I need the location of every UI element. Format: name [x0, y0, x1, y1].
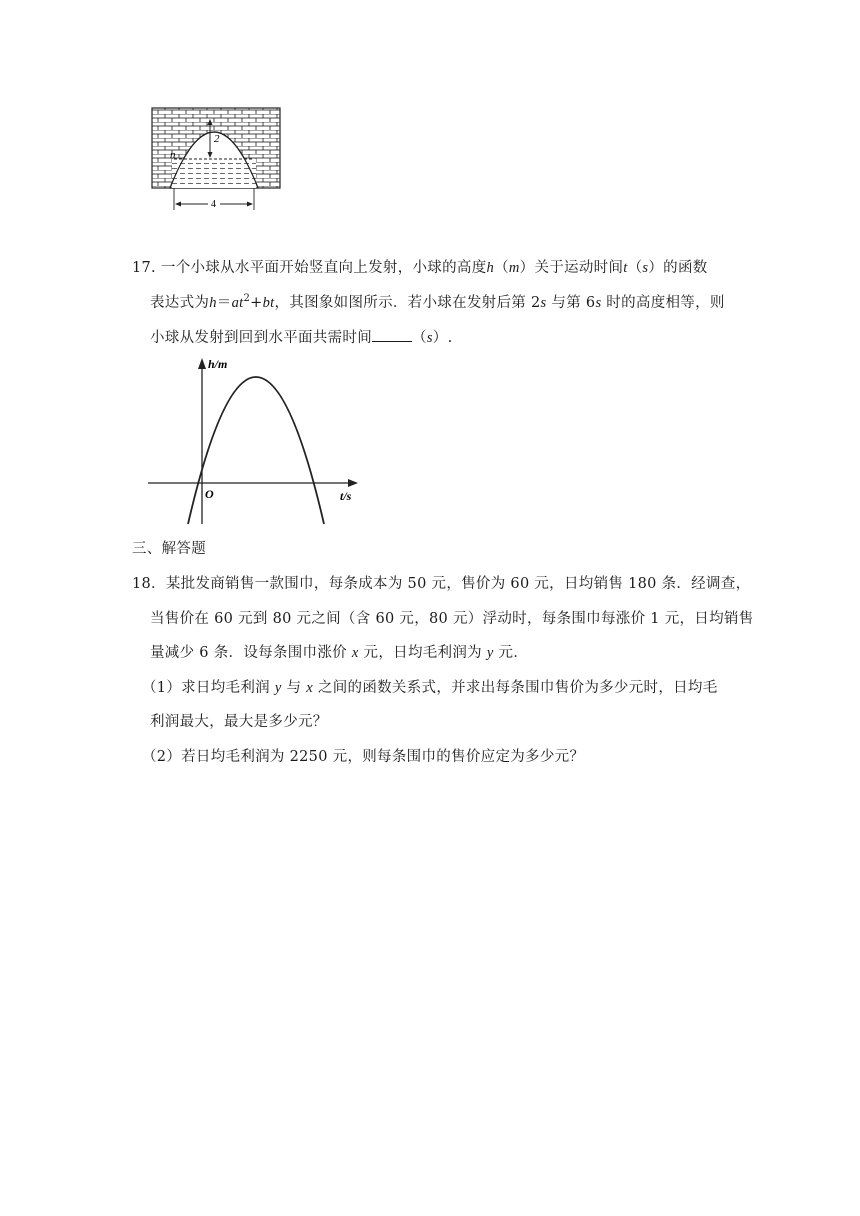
q17-number: 17.	[132, 260, 156, 276]
label-width: 4	[211, 199, 216, 210]
y-axis-label: h/m	[208, 357, 228, 371]
q18-sub1-line2: 利润最大，最大是多少元？	[150, 714, 328, 730]
q18-sub2: （2）若日均毛利润为 2250 元，则每条围巾的售价应定为多少元？	[142, 749, 585, 765]
label-left: n	[170, 149, 176, 161]
x-axis-label: t/s	[340, 489, 352, 503]
q18-line3: 量减少 6 条．设每条围巾涨价 x 元，日均毛利润为 y 元．	[150, 645, 529, 661]
q17-line2: 表达式为$h=at^2+bt$，其图象如图所示．若小球在发射后第 2s 与第 6s 时的高度相等，则	[150, 293, 725, 311]
q18-sub1-line1: （1）求日均毛利润 y 与 x 之间的函数关系式，并求出每条围巾售价为多少元时，日均毛	[142, 680, 718, 696]
water-area	[172, 159, 256, 188]
tunnel-figure	[148, 106, 284, 212]
answer-blank[interactable]	[372, 327, 412, 342]
label-top: 2	[214, 133, 220, 145]
q18-line2: 当售价在 60 元到 80 元之间（含 60 元，80 元）浮动时，每条围巾每涨价 1 元，日均销售	[150, 611, 754, 627]
q18-line1: 18．某批发商销售一款围巾，每条成本为 50 元，售价为 60 元，日均销售 180 条．经调查，	[132, 576, 751, 592]
x-axis-arrow	[348, 479, 358, 487]
parabola-curve	[188, 377, 324, 524]
origin-label: O	[205, 487, 214, 501]
q17-line1: 17. 一个小球从水平面开始竖直向上发射，小球的高度h（m）关于运动时间t（s）的函数	[132, 260, 708, 276]
y-axis-arrow	[198, 358, 206, 369]
section3-title: 三、解答题	[132, 541, 206, 557]
q17-line3: 小球从发射到回到水平面共需时间 （s）.	[150, 327, 452, 348]
parabola-graph	[146, 352, 366, 528]
